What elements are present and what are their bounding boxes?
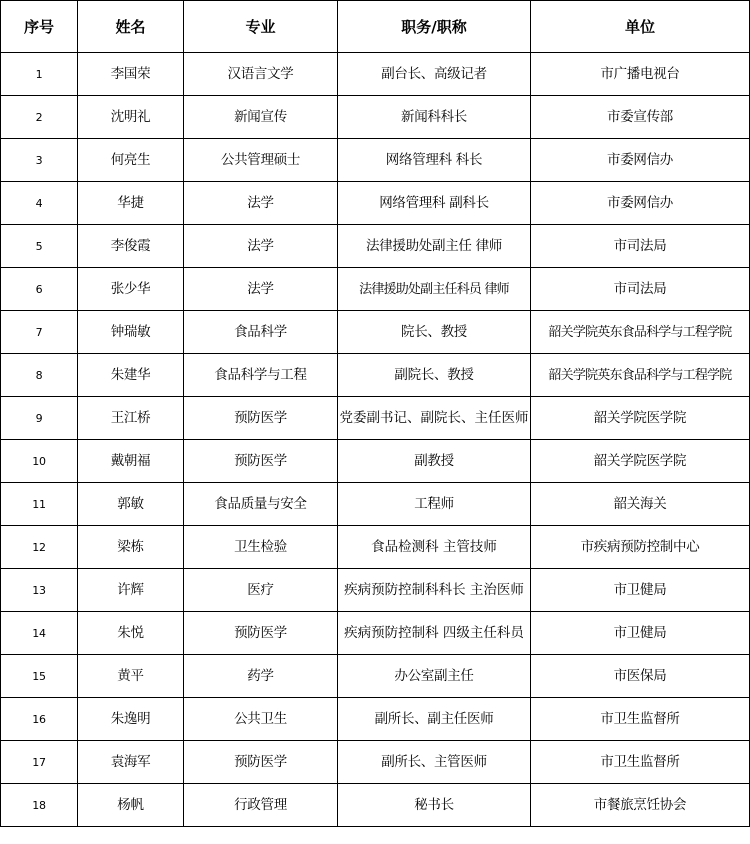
cell-unit: 市卫健局 [531, 612, 750, 655]
cell-major: 法学 [184, 225, 338, 268]
cell-name: 李国荣 [78, 53, 184, 96]
table-row [1, 311, 750, 354]
cell-no: 1 [1, 53, 78, 96]
cell-no: 17 [1, 741, 78, 784]
table-row [1, 569, 750, 612]
table-row [1, 440, 750, 483]
table-row [1, 354, 750, 397]
cell-name: 梁栋 [78, 526, 184, 569]
cell-major: 法学 [184, 268, 338, 311]
cell-unit: 市卫健局 [531, 569, 750, 612]
cell-no: 12 [1, 526, 78, 569]
cell-name: 朱建华 [78, 354, 184, 397]
cell-name: 何亮生 [78, 139, 184, 182]
cell-unit: 市委网信办 [531, 182, 750, 225]
cell-title: 食品检测科 主管技师 [338, 526, 531, 569]
cell-name: 袁海军 [78, 741, 184, 784]
cell-no: 14 [1, 612, 78, 655]
cell-unit: 市委网信办 [531, 139, 750, 182]
cell-name: 戴朝福 [78, 440, 184, 483]
table-row [1, 225, 750, 268]
header-row [1, 1, 750, 53]
table-row [1, 268, 750, 311]
cell-name: 杨帆 [78, 784, 184, 827]
cell-title: 网络管理科 科长 [338, 139, 531, 182]
cell-name: 王江桥 [78, 397, 184, 440]
cell-major: 食品科学 [184, 311, 338, 354]
table-row [1, 182, 750, 225]
cell-major: 法学 [184, 182, 338, 225]
header-name: 姓名 [78, 1, 184, 53]
cell-unit: 市广播电视台 [531, 53, 750, 96]
cell-title: 院长、教授 [338, 311, 531, 354]
cell-name: 李俊霞 [78, 225, 184, 268]
table-row [1, 483, 750, 526]
cell-no: 3 [1, 139, 78, 182]
cell-title: 工程师 [338, 483, 531, 526]
cell-unit: 市餐旅烹饪协会 [531, 784, 750, 827]
cell-name: 张少华 [78, 268, 184, 311]
cell-unit: 韶关学院医学院 [531, 397, 750, 440]
cell-unit: 韶关学院英东食品科学与工程学院 [531, 311, 750, 354]
cell-major: 预防医学 [184, 440, 338, 483]
cell-title: 法律援助处副主任 律师 [338, 225, 531, 268]
cell-major: 食品科学与工程 [184, 354, 338, 397]
cell-no: 5 [1, 225, 78, 268]
cell-no: 13 [1, 569, 78, 612]
cell-unit: 韶关海关 [531, 483, 750, 526]
cell-major: 行政管理 [184, 784, 338, 827]
cell-unit: 韶关学院医学院 [531, 440, 750, 483]
cell-major: 卫生检验 [184, 526, 338, 569]
cell-title: 网络管理科 副科长 [338, 182, 531, 225]
cell-name: 沈明礼 [78, 96, 184, 139]
cell-title: 副所长、副主任医师 [338, 698, 531, 741]
cell-major: 公共管理硕士 [184, 139, 338, 182]
cell-unit: 市医保局 [531, 655, 750, 698]
table-row [1, 53, 750, 96]
header-title: 职务/职称 [338, 1, 531, 53]
cell-no: 18 [1, 784, 78, 827]
table-row [1, 784, 750, 827]
cell-no: 16 [1, 698, 78, 741]
cell-no: 2 [1, 96, 78, 139]
cell-no: 11 [1, 483, 78, 526]
cell-title: 副教授 [338, 440, 531, 483]
cell-title: 秘书长 [338, 784, 531, 827]
cell-title: 副所长、主管医师 [338, 741, 531, 784]
cell-no: 8 [1, 354, 78, 397]
table-header [1, 1, 750, 53]
cell-unit: 韶关学院英东食品科学与工程学院 [531, 354, 750, 397]
cell-no: 10 [1, 440, 78, 483]
cell-major: 预防医学 [184, 612, 338, 655]
cell-name: 郭敏 [78, 483, 184, 526]
cell-unit: 市卫生监督所 [531, 698, 750, 741]
cell-title: 党委副书记、副院长、主任医师 [338, 397, 531, 440]
cell-major: 药学 [184, 655, 338, 698]
cell-title: 新闻科科长 [338, 96, 531, 139]
header-no: 序号 [1, 1, 78, 53]
cell-title: 办公室副主任 [338, 655, 531, 698]
header-major: 专业 [184, 1, 338, 53]
table-row [1, 397, 750, 440]
cell-unit: 市司法局 [531, 268, 750, 311]
cell-major: 预防医学 [184, 397, 338, 440]
cell-major: 公共卫生 [184, 698, 338, 741]
table-row [1, 741, 750, 784]
table-row [1, 526, 750, 569]
table-body [1, 53, 750, 827]
table-row [1, 655, 750, 698]
cell-name: 钟瑞敏 [78, 311, 184, 354]
cell-unit: 市司法局 [531, 225, 750, 268]
cell-name: 华捷 [78, 182, 184, 225]
cell-major: 食品质量与安全 [184, 483, 338, 526]
cell-unit: 市委宣传部 [531, 96, 750, 139]
cell-no: 4 [1, 182, 78, 225]
table-row [1, 698, 750, 741]
cell-name: 许辉 [78, 569, 184, 612]
table-row [1, 96, 750, 139]
cell-no: 15 [1, 655, 78, 698]
cell-name: 朱逸明 [78, 698, 184, 741]
cell-no: 9 [1, 397, 78, 440]
cell-title: 副院长、教授 [338, 354, 531, 397]
cell-major: 预防医学 [184, 741, 338, 784]
table-row [1, 139, 750, 182]
cell-title: 法律援助处副主任科员 律师 [338, 268, 531, 311]
cell-unit: 市卫生监督所 [531, 741, 750, 784]
cell-title: 疾病预防控制科 四级主任科员 [338, 612, 531, 655]
cell-no: 6 [1, 268, 78, 311]
cell-name: 朱悦 [78, 612, 184, 655]
cell-unit: 市疾病预防控制中心 [531, 526, 750, 569]
cell-title: 副台长、高级记者 [338, 53, 531, 96]
cell-major: 汉语言文学 [184, 53, 338, 96]
cell-major: 医疗 [184, 569, 338, 612]
cell-name: 黄平 [78, 655, 184, 698]
cell-title: 疾病预防控制科科长 主治医师 [338, 569, 531, 612]
table-row [1, 612, 750, 655]
cell-no: 7 [1, 311, 78, 354]
cell-major: 新闻宣传 [184, 96, 338, 139]
header-unit: 单位 [531, 1, 750, 53]
